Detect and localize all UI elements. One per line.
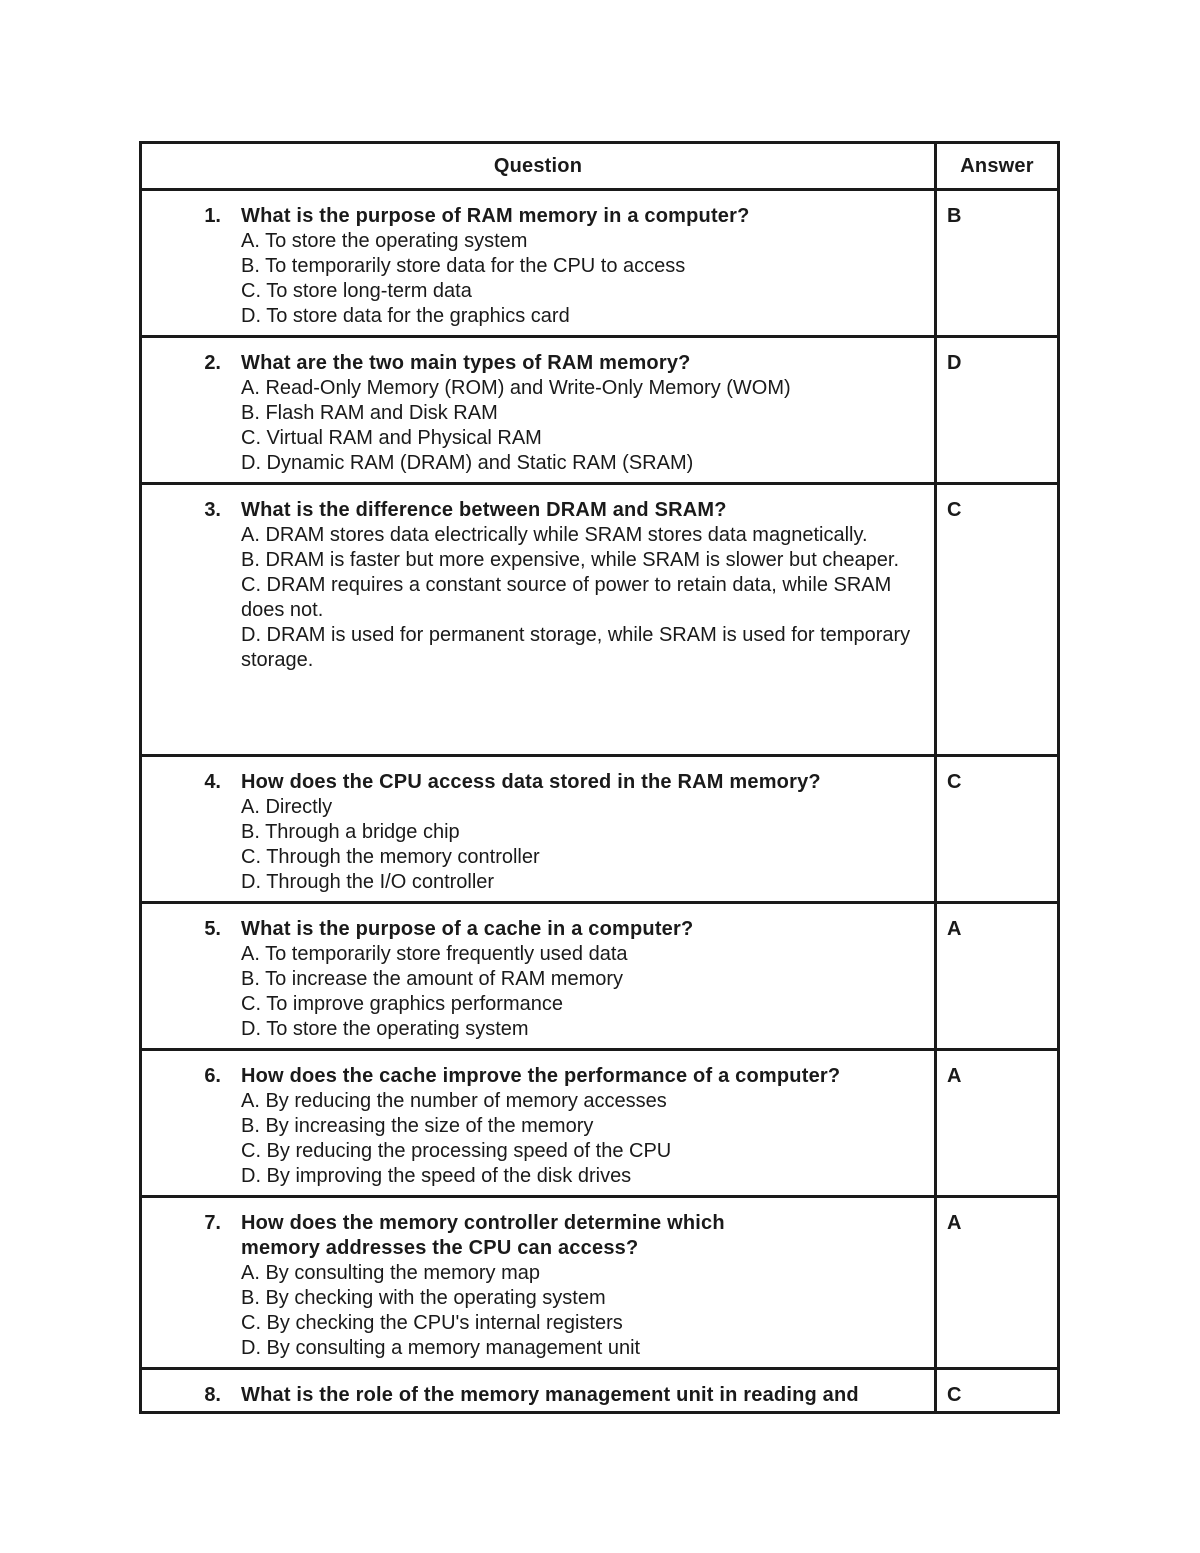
option-c: C. DRAM requires a constant source of power to retain data, while SRAM does not. (241, 574, 892, 621)
question-cell (141, 903, 936, 1050)
answer-cell: A (936, 1050, 1059, 1197)
table-row (141, 190, 1059, 337)
option-c: C. Virtual RAM and Physical RAM (241, 427, 542, 449)
option-d: D. Dynamic RAM (DRAM) and Static RAM (SRAM) (241, 452, 694, 474)
option-d: D. To store data for the graphics card (241, 305, 570, 327)
table-header-row (141, 143, 1059, 190)
option-a: A. Read-Only Memory (ROM) and Write-Only Memory (WOM) (241, 377, 791, 399)
question-number: 7. (204, 1212, 221, 1234)
option-a: A. To store the operating system (241, 230, 528, 252)
answer-cell: C (936, 484, 1059, 756)
table-row (141, 903, 1059, 1050)
option-d: D. To store the operating system (241, 1018, 529, 1040)
question-number: 4. (204, 771, 221, 793)
question-number: 6. (204, 1065, 221, 1087)
answer-column-header: Answer (936, 143, 1059, 190)
answer-cell: A (936, 1197, 1059, 1369)
table-row (141, 1369, 1059, 1413)
answer-cell: B (936, 190, 1059, 337)
option-b: B. By increasing the size of the memory (241, 1115, 594, 1137)
answer-cell: C (936, 756, 1059, 903)
option-b: B. By checking with the operating system (241, 1287, 606, 1309)
answer-cell: A (936, 903, 1059, 1050)
question-cell (141, 190, 936, 337)
question-text: What is the purpose of RAM memory in a computer? (241, 205, 750, 227)
quiz-table (139, 141, 1060, 1414)
question-cell (141, 337, 936, 484)
option-d: D. Through the I/O controller (241, 871, 495, 893)
question-number: 1. (204, 205, 221, 227)
question-cell (141, 1369, 936, 1413)
question-number: 8. (204, 1384, 221, 1406)
option-d: D. DRAM is used for permanent storage, while SRAM is used for temporary storage. (241, 624, 911, 671)
question-text: What is the purpose of a cache in a computer? (241, 918, 694, 940)
table-row (141, 337, 1059, 484)
option-a: A. To temporarily store frequently used data (241, 943, 628, 965)
option-b: B. Through a bridge chip (241, 821, 460, 843)
question-number: 3. (204, 499, 221, 521)
question-text: How does the memory controller determine which memory addresses the CPU can access? (241, 1212, 725, 1259)
question-text: What is the role of the memory management unit in reading and (241, 1384, 859, 1406)
question-cell (141, 1197, 936, 1369)
option-b: B. Flash RAM and Disk RAM (241, 402, 498, 424)
option-b: B. To temporarily store data for the CPU to access (241, 255, 686, 277)
table-row (141, 484, 1059, 756)
option-d: D. By improving the speed of the disk drives (241, 1165, 632, 1187)
option-c: C. Through the memory controller (241, 846, 540, 868)
option-c: C. To improve graphics performance (241, 993, 563, 1015)
question-text: What is the difference between DRAM and SRAM? (241, 499, 727, 521)
question-text: How does the cache improve the performance of a computer? (241, 1065, 841, 1087)
table-row (141, 1197, 1059, 1369)
answer-cell: C (936, 1369, 1059, 1413)
option-c: C. To store long-term data (241, 280, 472, 302)
option-a: A. Directly (241, 796, 333, 818)
option-b: B. To increase the amount of RAM memory (241, 968, 624, 990)
question-cell (141, 756, 936, 903)
option-d: D. By consulting a memory management unit (241, 1337, 641, 1359)
option-a: A. By reducing the number of memory accesses (241, 1090, 667, 1112)
question-text: What are the two main types of RAM memory? (241, 352, 691, 374)
option-a: A. By consulting the memory map (241, 1262, 541, 1284)
question-column-header: Question (141, 143, 936, 190)
question-cell (141, 1050, 936, 1197)
question-number: 2. (204, 352, 221, 374)
question-text: How does the CPU access data stored in the RAM memory? (241, 771, 821, 793)
option-b: B. DRAM is faster but more expensive, while SRAM is slower but cheaper. (241, 549, 900, 571)
table-row (141, 756, 1059, 903)
option-a: A. DRAM stores data electrically while SRAM stores data magnetically. (241, 524, 868, 546)
option-c: C. By checking the CPU's internal registers (241, 1312, 623, 1334)
question-cell (141, 484, 936, 756)
table-row (141, 1050, 1059, 1197)
question-number: 5. (204, 918, 221, 940)
option-c: C. By reducing the processing speed of the CPU (241, 1140, 672, 1162)
answer-cell: D (936, 337, 1059, 484)
